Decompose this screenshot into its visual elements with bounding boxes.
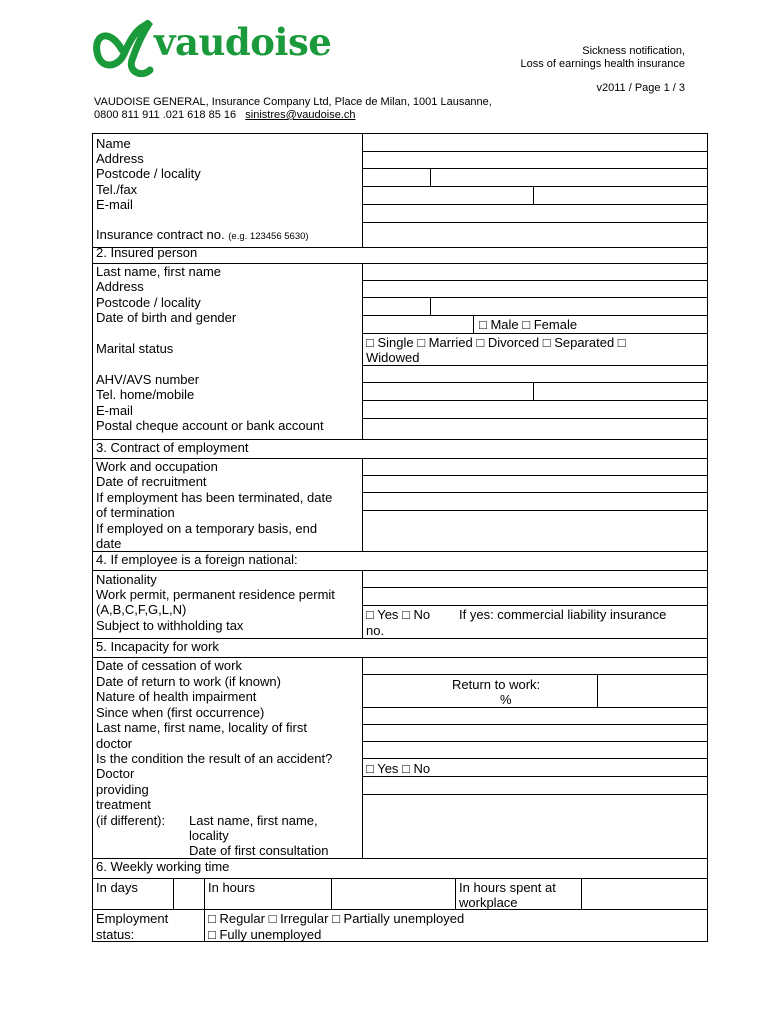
recruitment-date-field[interactable] [363,476,708,492]
label-contract-no [96,227,309,244]
label-doctor-name-2: locality [189,828,229,843]
tel-mobile-field[interactable] [534,383,708,400]
label-insured-email: E-mail [96,403,133,418]
return-percent-field[interactable] [598,675,708,707]
section-2-heading: 2. Insured person [96,245,198,260]
section-3-heading: 3. Contract of employment [96,440,249,455]
label-address: Address [96,151,144,166]
label-employment-status-2: status: [96,927,135,942]
label-return: Date of return to work (if known) [96,674,281,689]
title-line-1: Sickness notification, [582,45,685,57]
health-impairment-field[interactable] [363,708,708,724]
label-treatment: treatment [96,797,151,812]
contract-no-field[interactable] [363,223,708,247]
employment-status-options-2[interactable]: □ Fully unemployed [208,927,322,942]
insured-address-field[interactable] [363,281,708,297]
marital-options-2[interactable]: Widowed [366,350,420,365]
company-contact [94,109,356,122]
label-temporary-1: If employed on a temporary basis, end [96,521,318,536]
label-if-different: (if different): [96,813,166,828]
marital-options-1[interactable]: □ Single □ Married □ Divorced □ Separated □ [366,335,626,350]
first-doctor-field[interactable] [363,742,708,758]
return-to-work-label: Return to work: [452,677,541,692]
email-link[interactable]: sinistres@vaudoise.ch [245,109,356,121]
label-name: Name [96,136,131,151]
label-dob-gender: Date of birth and gender [96,310,237,325]
label-bank-account: Postal cheque account or bank account [96,418,324,433]
label-recruitment: Date of recruitment [96,474,207,489]
first-occurrence-field[interactable] [363,725,708,741]
label-ahv: AHV/AVS number [96,372,200,387]
title-line-2: Loss of earnings health insurance [520,58,685,70]
label-permit-1: Work permit, permanent residence permit [96,587,335,602]
tel-field[interactable] [363,187,533,204]
label-employment-status-1: Employment [96,911,169,926]
contract-label: Insurance contract no. [96,227,225,242]
label-postcode: Postcode / locality [96,166,201,181]
label-insured-address: Address [96,279,144,294]
return-to-work-percent: % [500,692,512,707]
label-cessation: Date of cessation of work [96,658,242,673]
label-first-doctor-2: doctor [96,736,133,751]
label-withholding-tax: Subject to withholding tax [96,618,244,633]
contract-example: (e.g. 123456 5630) [228,231,309,242]
label-terminated-2: of termination [96,505,175,520]
label-marital-status: Marital status [96,341,174,356]
label-in-days: In days [96,880,138,895]
label-temporary-2: date [96,536,122,551]
commercial-liability: If yes: commercial liability insurance [459,607,667,622]
label-work-occupation: Work and occupation [96,459,218,474]
accident-yes-no[interactable]: □ Yes □ No [366,761,431,776]
label-permit-2: (A,B,C,F,G,L,N) [96,602,187,617]
label-workplace-hours-1: In hours spent at [459,880,556,895]
phone-numbers: 0800 811 911 .021 618 85 16 [94,109,237,121]
label-nationality: Nationality [96,572,157,587]
page-version: v2011 / Page 1 / 3 [596,82,685,94]
insured-name-field[interactable] [363,264,708,280]
termination-date-field[interactable] [363,493,708,510]
ahv-field[interactable] [363,366,708,382]
label-workplace-hours-2: workplace [459,895,518,910]
occupation-field[interactable] [363,459,708,475]
label-since: Since when (first occurrence) [96,705,265,720]
section-4-heading: 4. If employee is a foreign national: [96,552,298,567]
name-field[interactable] [363,134,708,151]
label-telfax: Tel./fax [96,182,138,197]
logo-symbol-icon [92,20,154,78]
dob-field[interactable] [363,316,473,333]
label-first-consultation: Date of first consultation [189,843,329,858]
label-accident: Is the condition the result of an accident? [96,751,333,766]
tel-home-field[interactable] [363,383,533,400]
temporary-end-date-field[interactable] [363,511,708,551]
label-doctor-name-1: Last name, first name, [189,813,318,828]
label-nature: Nature of health impairment [96,689,257,704]
first-consultation-field[interactable] [363,795,708,858]
nationality-field[interactable] [363,571,708,587]
label-tel-mobile: Tel. home/mobile [96,387,195,402]
label-email: E-mail [96,197,133,212]
postcode-field[interactable] [363,169,430,186]
label-in-hours: In hours [208,880,255,895]
brand-name: vaudoise [154,20,332,64]
insured-postcode-field[interactable] [363,298,430,315]
return-date-field[interactable] [363,675,448,707]
cessation-date-field[interactable] [363,658,708,674]
label-providing: providing [96,782,149,797]
fax-field[interactable] [534,187,708,204]
notification-form [92,133,708,942]
vaudoise-logo [92,18,332,80]
label-terminated-1: If employment has been terminated, date [96,490,333,505]
insured-email-field[interactable] [363,401,708,418]
hours-field[interactable] [332,879,455,909]
days-field[interactable] [174,879,204,909]
email-field[interactable] [363,205,708,222]
section-6-heading: 6. Weekly working time [96,859,230,874]
insured-locality-field[interactable] [431,298,708,315]
tax-yes-no[interactable]: □ Yes □ No [366,607,431,622]
bank-account-field[interactable] [363,419,708,439]
commercial-liability-no[interactable]: no. [366,623,385,638]
permit-field[interactable] [363,588,708,605]
company-address: VAUDOISE GENERAL, Insurance Company Ltd, Place de Milan, 1001 Lausanne, [94,96,492,108]
section-5-heading: 5. Incapacity for work [96,639,219,654]
treating-doctor-field[interactable] [363,777,708,794]
form-title [521,45,686,71]
label-insured-postcode: Postcode / locality [96,295,201,310]
label-first-doctor-1: Last name, first name, locality of first [96,720,307,735]
employment-status-options-1[interactable]: □ Regular □ Irregular □ Partially unemployed [208,911,465,926]
address-field[interactable] [363,152,708,168]
workplace-hours-field[interactable] [582,879,708,909]
label-insured-name: Last name, first name [96,264,221,279]
label-doctor: Doctor [96,766,135,781]
locality-field[interactable] [431,169,708,186]
gender-options[interactable]: □ Male □ Female [479,317,578,332]
